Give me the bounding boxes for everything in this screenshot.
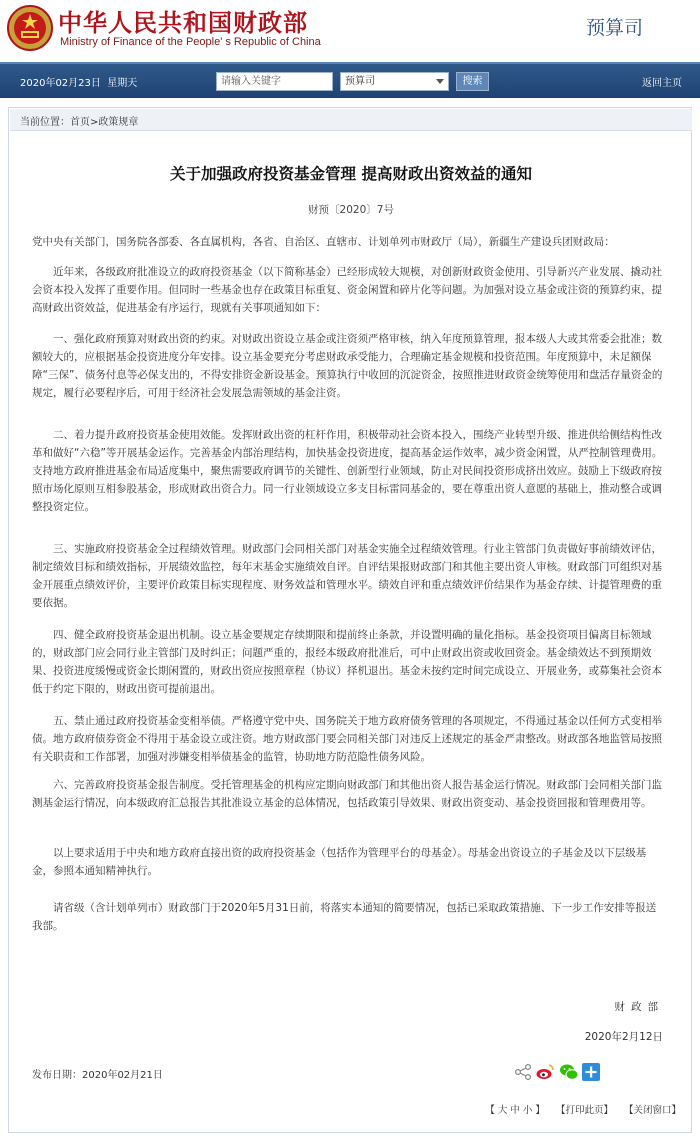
paragraph-scope: 以上要求适用于中央和地方政府直接出资的政府投资基金（包括作为管理平台的母基金）。母基金出资设立的子基金及以下层级基金，参照本通知精神执行。: [32, 847, 647, 877]
weibo-icon[interactable]: [535, 1062, 555, 1082]
content-frame: [8, 107, 692, 1133]
nav-bar: [0, 62, 700, 98]
print-link[interactable]: 【打印此页】: [555, 1105, 613, 1116]
signature-date: 2020年2月12日: [584, 1031, 663, 1043]
addressee: 党中央有关部门，国务院各部委、各直属机构，各省、自治区、直辖市、计划单列市财政厅（局），新疆生产建设兵团财政局：: [32, 236, 615, 248]
paragraph-6: 六、完善政府投资基金报告制度。受托管理基金的机构应定期向财政部门和其他出资人报告基金运行情况。财政部门会同相关部门监测基金运行情况，向本级政府汇总报告其批准设立基金的总体情况，包括政策引导效果、财政出资变动、基金投资回报和管理费用等。: [32, 779, 662, 809]
search-button[interactable]: 搜索: [456, 72, 489, 91]
paragraph-intro: 近年来，各级政府批准设立的政府投资基金（以下简称基金）已经形成较大规模，对创新财政资金使用、引导新兴产业发展、撬动社会资本投入发挥了重要作用。但同时一些基金也存在政策目标重复、资金闲置和碎片化等问题。为加强对设立基金或注资的预算约束，提高财政出资效益，促进基金有序运行，现就有关事项通知如下：: [32, 266, 662, 314]
ministry-name-en: Ministry of Finance of the People' s Republic of China: [60, 36, 321, 48]
breadcrumb: 当前位置：首页>政策规章: [20, 117, 139, 128]
more-share-icon[interactable]: [581, 1062, 601, 1082]
department-name: 预算司: [586, 17, 644, 39]
national-emblem-icon: [6, 4, 54, 52]
home-link[interactable]: 返回主页: [642, 78, 682, 89]
breadcrumb-bar: [10, 109, 692, 131]
paragraph-5: 五、禁止通过政府投资基金变相举债。严格遵守党中央、国务院关于地方政府债务管理的各项规定，不得通过基金以任何方式变相举债。地方政府债券资金不得用于基金设立或注资。地方财政部门要会同相关部门对违反上述规定的基金严肃整改。财政部各地监管局按照有关职责和工作部署，加强对涉嫌变相举债基金的监管，协助地方防范隐性债务风险。: [32, 715, 662, 763]
ministry-name-cn: 中华人民共和国财政部: [58, 9, 308, 37]
site-header: [0, 0, 700, 62]
close-window-link[interactable]: 【关闭窗口】: [623, 1105, 681, 1116]
weekday-text: 星期天: [107, 78, 138, 89]
document-number: 财预〔2020〕7号: [308, 204, 394, 216]
search-input[interactable]: 请输入关键字: [216, 72, 333, 91]
page-tools: [9, 1102, 681, 1116]
search-scope-value: 预算司: [345, 76, 375, 87]
font-size-toggle[interactable]: 【 大 中 小 】: [485, 1105, 545, 1116]
paragraph-report: 请省级（含计划单列市）财政部门于2020年5月31日前，将落实本通知的简要情况，包括已采取政策措施、下一步工作安排等报送我部。: [32, 902, 657, 932]
page-title: 关于加强政府投资基金管理 提高财政出资效益的通知: [170, 165, 532, 183]
date-text: 2020年02月23日: [20, 78, 101, 89]
paragraph-3: 三、实施政府投资基金全过程绩效管理。财政部门会同相关部门对基金实施全过程绩效管理。行业主管部门负责做好事前绩效评估，制定绩效目标和绩效指标，开展绩效监控，每年末基金实施绩效自评。自评结果报财政部门和其他主要出资人审核。财政部门可组织对基金开展重点绩效评价，主要评价政策目标实现程度、财务效益和管理水平。绩效自评和重点绩效评价结果作为基金存续、计提管理费的重要依据。: [32, 543, 662, 609]
chevron-down-icon: [436, 79, 444, 84]
share-icon[interactable]: [513, 1062, 533, 1082]
paragraph-1: 一、强化政府预算对财政出资的约束。对财政出资设立基金或注资须严格审核，纳入年度预算管理，报本级人大或其常委会批准；数额较大的，应根据基金投资进度分年安排。设立基金要充分考虑财政承受能力，合理确定基金规模和投资范围。年度预算中，未足额保障“三保”、债务付息等必保支出的，不得安排资金新设基金。预算执行中收回的沉淀资金，按照推进财政资金统筹使用和盘活存量资金的规定，履行必要程序后，可用于经济社会发展急需领域的基金注资。: [32, 333, 663, 399]
current-date: [20, 74, 137, 89]
paragraph-2: 二、着力提升政府投资基金使用效能。发挥财政出资的杠杆作用，积极带动社会资本投入，围绕产业转型升级、推进供给侧结构性改革和做好“六稳”等开展基金运作。完善基金内部治理结构，加快基金投资进度，提高基金运作效率，减少资金闲置，从严控制管理费用。支持地方政府推进基金布局适度集中，聚焦需要政府调节的关键性、创新型行业领域，防止对民间投资形成挤出效应。鼓励上下级政府按照市场化原则互相参股基金，形成财政出资合力。同一行业领域设立多支目标雷同基金的，要在尊重出资人意愿的基础上，推动整合或调整投资定位。: [32, 429, 663, 513]
publish-date: 发布日期：2020年02月21日: [32, 1070, 163, 1081]
search-scope-select[interactable]: [340, 72, 449, 91]
signature-org: 财政部: [614, 1001, 664, 1013]
wechat-icon[interactable]: [559, 1062, 579, 1082]
paragraph-4: 四、健全政府投资基金退出机制。设立基金要规定存续期限和提前终止条款，并设置明确的量化指标。基金投资项目偏离目标领域的，财政部门应会同行业主管部门及时纠正；问题严重的，报经本级政府批准后，可中止财政出资或收回资金。基金绩效达不到预期效果、投资进度缓慢或资金长期闲置的，财政出资应按照章程（协议）择机退出。基金未按约定时间完成设立、开展业务，或募集社会资本低于约定下限的，财政出资可提前退出。: [32, 629, 662, 695]
